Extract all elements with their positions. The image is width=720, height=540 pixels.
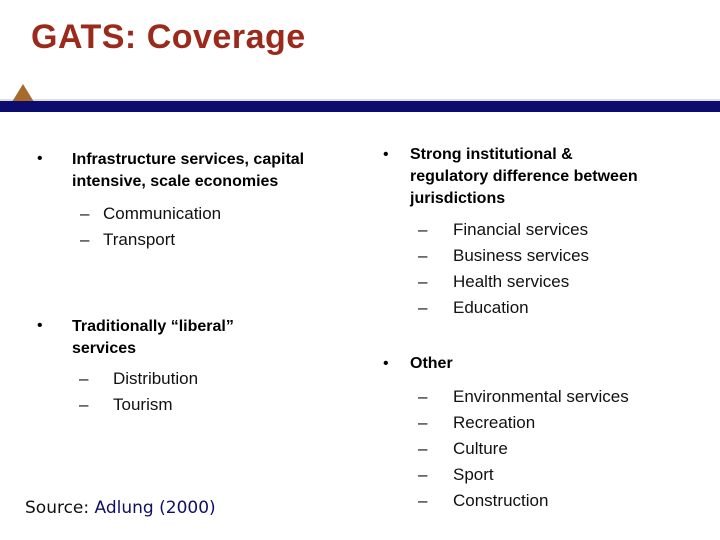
header-bar xyxy=(0,101,720,112)
dash-icon: – xyxy=(418,246,428,265)
bullet-icon: • xyxy=(37,150,43,167)
bullet-icon: • xyxy=(37,317,43,334)
source-author: Adlung (2000) xyxy=(94,498,216,518)
bullet-line: regulatory difference between xyxy=(410,168,638,185)
dash-icon: – xyxy=(418,465,428,484)
bullet-line: Infrastructure services, capital xyxy=(72,151,305,168)
dash-icon: – xyxy=(80,204,90,223)
dash-icon: – xyxy=(418,387,428,406)
bullet-line: Traditionally “liberal” xyxy=(72,318,234,335)
sub-item-label: Culture xyxy=(453,439,508,458)
bullet-line: Other xyxy=(410,355,453,372)
sub-item-label: Education xyxy=(453,298,529,317)
sub-item-label: Sport xyxy=(453,465,494,484)
bullet-icon: • xyxy=(383,146,389,163)
slide-title: GATS: Coverage xyxy=(31,18,306,56)
dash-icon: – xyxy=(418,439,428,458)
sub-item-label: Distribution xyxy=(113,369,199,388)
sub-item-label: Environmental services xyxy=(453,387,629,406)
sub-item-label: Tourism xyxy=(113,395,173,414)
dash-icon: – xyxy=(79,369,89,388)
dash-icon: – xyxy=(418,298,428,317)
bullet-line: Strong institutional & xyxy=(410,146,573,163)
dash-icon: – xyxy=(418,413,428,432)
source-prefix: Source: xyxy=(25,498,95,518)
dash-icon: – xyxy=(418,220,428,239)
dash-icon: – xyxy=(418,491,428,510)
dash-icon: – xyxy=(80,230,90,249)
dash-icon: – xyxy=(418,272,428,291)
source-citation xyxy=(25,498,216,518)
sub-item-label: Business services xyxy=(453,246,590,265)
sub-item-label: Health services xyxy=(453,272,570,291)
sub-item-label: Financial services xyxy=(453,220,589,239)
sub-item-label: Communication xyxy=(103,204,222,223)
bullet-icon: • xyxy=(383,355,389,372)
sub-item-label: Transport xyxy=(103,230,176,249)
bullet-line: services xyxy=(72,340,137,357)
sub-item-label: Recreation xyxy=(453,413,536,432)
bullet-line: jurisdictions xyxy=(410,190,506,207)
triangle-marker-icon xyxy=(12,84,34,102)
sub-item-label: Construction xyxy=(453,491,549,510)
dash-icon: – xyxy=(79,395,89,414)
bullet-line: intensive, scale economies xyxy=(72,173,279,190)
